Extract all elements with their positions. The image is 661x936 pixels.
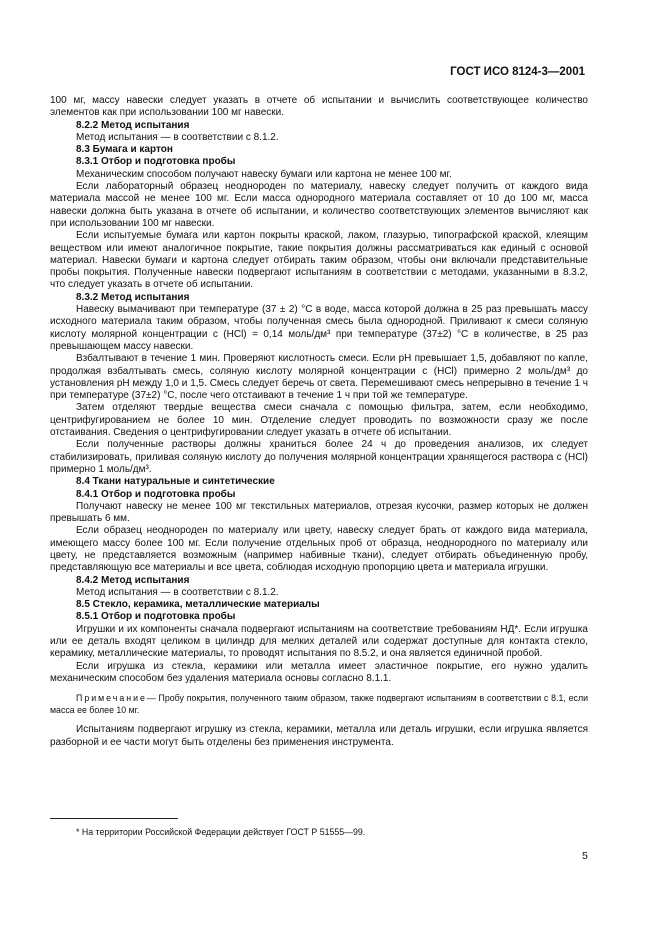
body-paragraph: Метод испытания — в соответствии с 8.1.2. bbox=[76, 131, 279, 143]
page-number: 5 bbox=[582, 850, 588, 862]
section-heading: 8.4.1 Отбор и подготовка пробы bbox=[76, 488, 236, 500]
section-heading: 8.4 Ткани натуральные и синтетические bbox=[76, 476, 275, 488]
body-paragraph: Испытаниям подвергают игрушку из стекла, керамики, металла или деталь игрушки, если игрушка является разборной и ее части могут быть отделены без применения инструмента. bbox=[50, 724, 588, 748]
footnote-divider bbox=[50, 818, 178, 819]
body-paragraph: Если образец неоднороден по материалу или цвету, навеску следует брать от каждого вида материала, имеющего массу более 100 мг. Если получение отдельных проб от образца, неоднородного по материалу или цвету, не представляется возможным (например набивные ткани), следует отбирать объединенную пробу, представляющую все материалы и все цвета, соблюдая исходную пропорцию цвета и материала игрушки. bbox=[50, 525, 588, 574]
body-paragraph: Если лабораторный образец неоднороден по материалу, навеску следует получить от каждого вида материала массой не менее 100 мг. Если масса однородного материала составляет от 10 до 100 мг, масса навески должна быть указана в отчете об испытании, и количество соответствующих элементов вычисляют как при использовании 100 мг навески. bbox=[50, 181, 588, 229]
section-heading: 8.2.2 Метод испытания bbox=[76, 119, 190, 131]
page-body bbox=[50, 95, 588, 749]
note-paragraph bbox=[50, 693, 588, 716]
section-heading: 8.3.1 Отбор и подготовка пробы bbox=[76, 156, 236, 168]
body-paragraph: Если полученные растворы должны храниться более 24 ч до проведения анализов, их следует стабилизировать, приливая соляную кислоту до получения молярной концентрации хранящегося раствора с (HCl) примерно 1 моль/дм³. bbox=[50, 439, 588, 475]
body-paragraph: Затем отделяют твердые вещества смеси сначала с помощью фильтра, затем, если необходимо, центрифугированием не более 10 мин. Отделение следует проводить по возможности сразу же после отстаивания. Сведения о центрифугировании следует указать в отчете об испытании. bbox=[50, 402, 588, 439]
note-label: Примечание bbox=[76, 693, 147, 704]
body-paragraph: Если игрушка из стекла, керамики или металла имеет эластичное покрытие, его нужно удалить механическим способом без удаления материала основы согласно 8.1.1. bbox=[50, 660, 588, 684]
note-text: — Пробу покрытия, полученного таким образом, также подвергают испытаниям в соответствии с 8.1, если масса ее более 10 мг. bbox=[50, 693, 588, 715]
body-paragraph: Механическим способом получают навеску бумаги или картона не менее 100 мг. bbox=[76, 168, 452, 180]
body-paragraph: Если испытуемые бумага или картон покрыты краской, лаком, глазурью, типографской краской, клеящим веществом или имеют аналогичное покрытие, такие покрытия должны рассматриваться как единый с основой материал. Навески бумаги и картона следует отбирать таким образом, чтобы они включали представительные пробы покрытия. Полученные навески подвергают испытаниям в соответствии с методами, указанными в 8.3.2, что следует указать в отчете об испытании. bbox=[50, 230, 588, 291]
body-paragraph: Навеску вымачивают при температуре (37 ± 2) °С в воде, масса которой должна в 25 раз превышать массу исходного материала таким образом, чтобы полученная смесь была однородной. Приливают к смеси соляную кислоту молярной концентрации с (HCl) = 0,14 моль/дм³ при температуре (37±2) °С в количестве, в 25 раз превышающем массу навески. bbox=[50, 304, 588, 352]
section-heading: 8.3 Бумага и картон bbox=[76, 144, 173, 156]
document-header-code: ГОСТ ИСО 8124-3—2001 bbox=[450, 66, 585, 78]
section-heading: 8.5.1 Отбор и подготовка пробы bbox=[76, 611, 236, 623]
body-paragraph: Игрушки и их компоненты сначала подвергают испытаниям на соответствие требованиям НД*. Если игрушка или ее деталь входят целиком в цилиндр для мелких деталей или содержат доступные для контакта стекло, керамику, металлические материалы, то проводят испытания по 8.5.2, и она является единичной пробой. bbox=[50, 623, 588, 660]
section-heading: 8.5 Стекло, керамика, металлические материалы bbox=[76, 599, 320, 611]
body-paragraph: 100 мг, массу навески следует указать в отчете об испытании и вычислить соответствующее количество элементов как при использовании 100 мг навески. bbox=[50, 95, 588, 119]
body-paragraph: Получают навеску не менее 100 мг текстильных материалов, отрезая кусочки, размер которых не должен превышать 6 мм. bbox=[50, 500, 588, 525]
body-paragraph: Метод испытания — в соответствии с 8.1.2. bbox=[76, 586, 279, 598]
section-heading: 8.4.2 Метод испытания bbox=[76, 574, 190, 586]
body-paragraph: Взбалтывают в течение 1 мин. Проверяют кислотность смеси. Если рН превышает 1,5, добавляют по капле, продолжая взбалтывать смесь, соляную кислоту молярной концентрации с (HCl) примерно 2 моль/дм³ до установления рН между 1,0 и 1,5. Смесь следует беречь от света. Перемешивают смесь непрерывно в течение 1 ч при температуре (37±2) °С, после чего отстаивают в течение 1 ч при той же температуре. bbox=[50, 353, 588, 402]
section-heading: 8.3.2 Метод испытания bbox=[76, 291, 190, 303]
footnote: * На территории Российской Федерации действует ГОСТ Р 51555—99. bbox=[76, 827, 366, 837]
